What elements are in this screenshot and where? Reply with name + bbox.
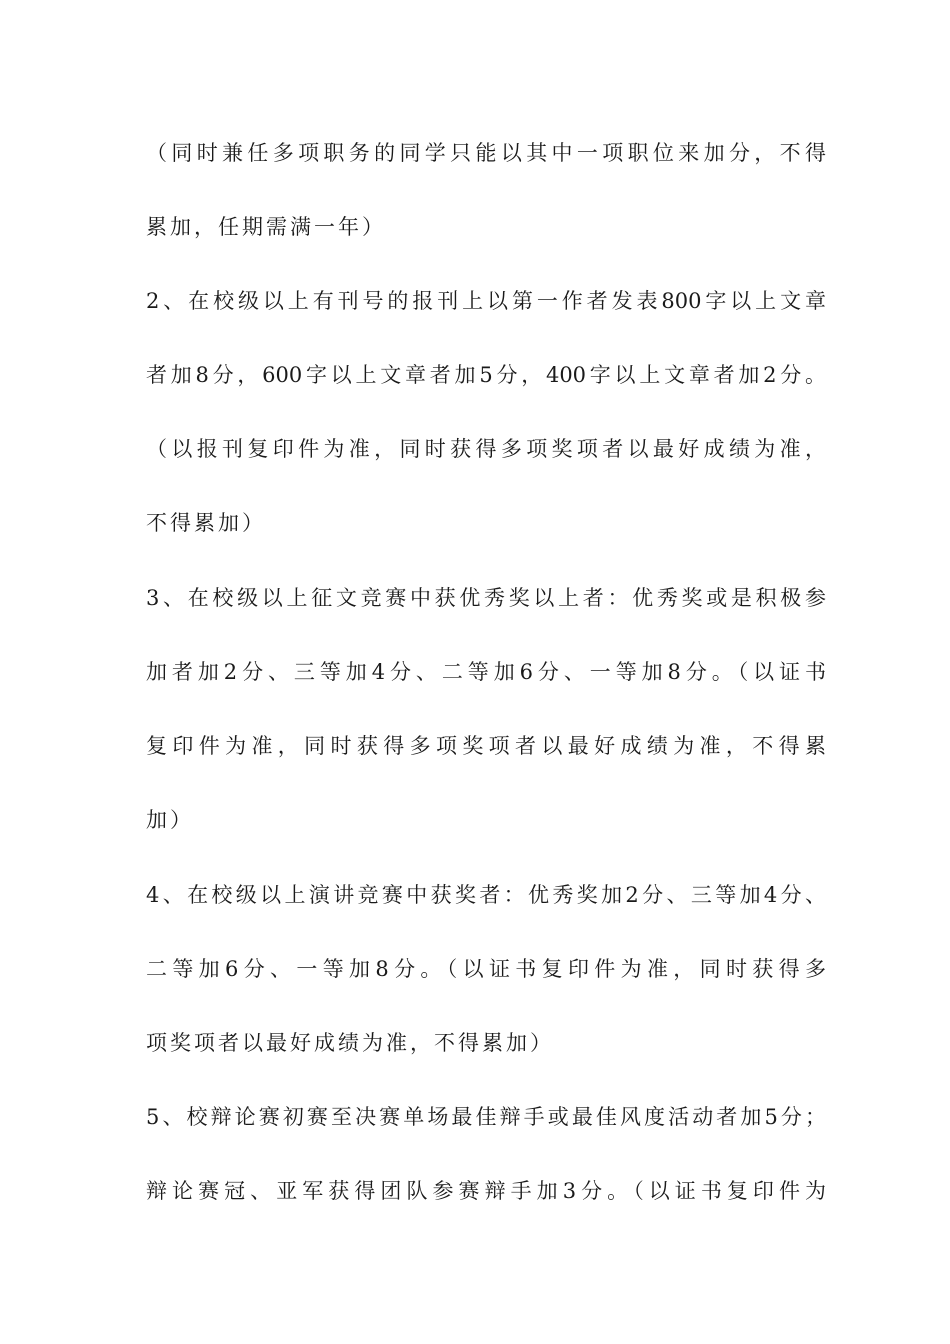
text-line: 辩论赛冠、亚军获得团队参赛辩手加3分。（以证书复印件为 [146,1179,826,1203]
text-line: 不得累加） [146,511,266,535]
text-line: 二等加6分、一等加8分。（以证书复印件为准，同时获得多 [146,957,826,981]
text-line: 加者加2分、三等加4分、二等加6分、一等加8分。（以证书 [146,660,826,684]
text-line: （以报刊复印件为准，同时获得多项奖项者以最好成绩为准， [146,437,826,461]
text-line: （同时兼任多项职务的同学只能以其中一项职位来加分，不得 [146,141,826,165]
text-line: 5、校辩论赛初赛至决赛单场最佳辩手或最佳风度活动者加5分； [146,1105,826,1129]
text-line: 项奖项者以最好成绩为准，不得累加） [146,1031,554,1055]
text-line: 累加，任期需满一年） [146,215,386,239]
text-line: 加） [146,808,194,832]
text-line: 复印件为准，同时获得多项奖项者以最好成绩为准，不得累 [146,734,826,758]
text-line: 4、在校级以上演讲竞赛中获奖者：优秀奖加2分、三等加4分、 [146,883,826,907]
text-line: 3、在校级以上征文竞赛中获优秀奖以上者：优秀奖或是积极参 [146,586,826,610]
text-line: 者加8分，600字以上文章者加5分，400字以上文章者加2分。 [146,363,826,387]
text-line: 2、在校级以上有刊号的报刊上以第一作者发表800字以上文章 [146,289,826,313]
